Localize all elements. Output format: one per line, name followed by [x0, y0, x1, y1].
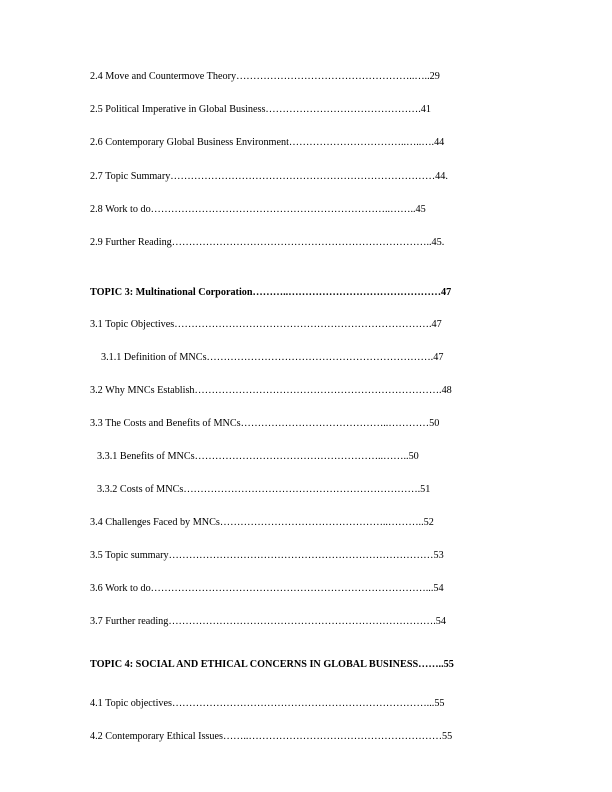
toc-entry-2-8: 2.8 Work to do……………………………………………………………..……..45	[90, 204, 426, 215]
toc-entry-2-7: 2.7 Topic Summary……………………………………………………………………44.	[90, 171, 448, 182]
toc-heading-topic-4: TOPIC 4: SOCIAL AND ETHICAL CONCERNS IN GLOBAL BUSINESS……..55	[90, 659, 454, 670]
toc-entry-2-6: 2.6 Contemporary Global Business Environment……………………………..…..….44	[90, 137, 445, 148]
toc-entry-3-3: 3.3 The Costs and Benefits of MNCs……………………………………..…………50	[90, 418, 440, 429]
toc-entry-3-2: 3.2 Why MNCs Establish……………………………………………………………….48	[90, 385, 452, 396]
toc-entry-3-3-1: 3.3.1 Benefits of MNCs………………………………………………..……..50	[97, 451, 419, 462]
toc-entry-3-7: 3.7 Further reading…………………………………………………………………….54	[90, 616, 446, 627]
toc-entry-3-4: 3.4 Challenges Faced by MNCs…………………………………………..………..52	[90, 517, 434, 528]
toc-entry-3-6: 3.6 Work to do………………………………………………………………………...54	[90, 583, 444, 594]
toc-entry-4-2: 4.2 Contemporary Ethical Issues……..…………………………………………………55	[90, 731, 453, 742]
toc-entry-3-1-1: 3.1.1 Definition of MNCs………………………………………………………….47	[101, 352, 444, 363]
toc-heading-topic-3: TOPIC 3: Multinational Corporation………..………………………………………47	[90, 287, 452, 298]
toc-entry-2-5: 2.5 Political Imperative in Global Business……………………………………….41	[90, 104, 431, 115]
toc-entry-2-4: 2.4 Move and Countermove Theory……………………………………………..…..29	[90, 71, 440, 82]
toc-entry-4-1: 4.1 Topic objectives…………………………………………………………………...55	[90, 698, 445, 709]
toc-entry-3-3-2: 3.3.2 Costs of MNCs…………………………………………………………….51	[97, 484, 431, 495]
toc-entry-2-9: 2.9 Further Reading…………………………………………………………………..45.	[90, 237, 445, 248]
toc-entry-3-5: 3.5 Topic summary……………………………………………………………………53	[90, 550, 444, 561]
toc-entry-3-1: 3.1 Topic Objectives………………………………………………………………….47	[90, 319, 442, 330]
